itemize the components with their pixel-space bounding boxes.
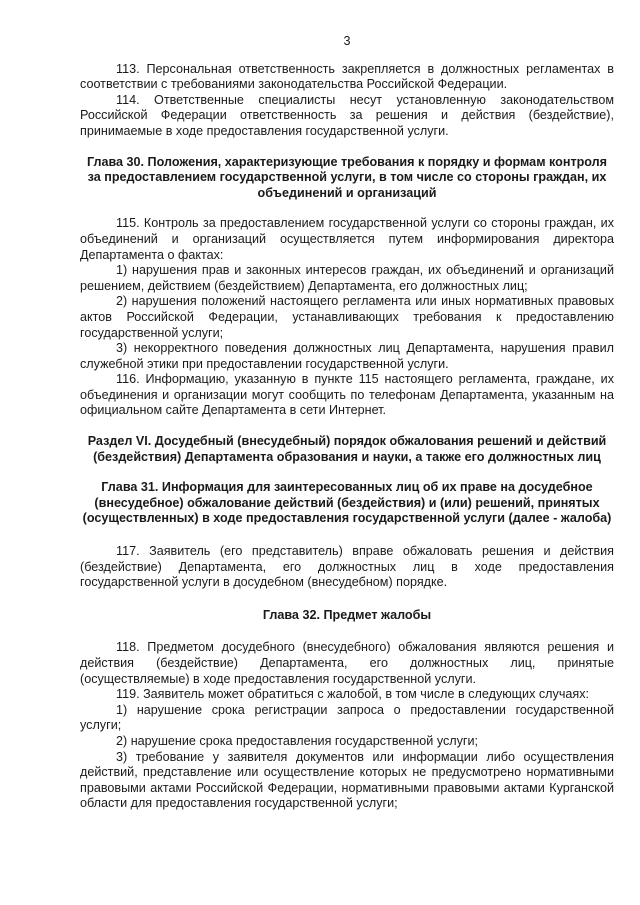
paragraph-119-item-1: 1) нарушение срока регистрации запроса о предоставлении государственной услуги; [80,702,614,733]
paragraph-113: 113. Персональная ответственность закрепляется в должностных регламентах в соответствии с требованиями законодательства Российской Федерации. [80,61,614,92]
chapter-32-heading: Глава 32. Предмет жалобы [262,607,432,622]
page-number: 3 [343,34,351,48]
paragraph-117: 117. Заявитель (его представитель) вправе обжаловать решения и действия (бездействие) Департамента, его должностных лиц в ходе предоставления государственной услуги в досудебном (внесудебном) порядке. [80,544,614,590]
paragraph-115: 115. Контроль за предоставлением государственной услуги со стороны граждан, их объединений и организаций осуществляется путем информирования директора Департамента о фактах: [80,216,614,262]
chapter-30-heading: Глава 30. Положения, характеризующие требования к порядку и формам контроля за предоставлением государственной услуги, в том числе со стороны граждан, их объединений и организаций [86,154,608,200]
section-6-heading: Раздел VI. Досудебный (внесудебный) порядок обжалования решений и действий (бездействия) Департамента образования и науки, а также его должностных лиц [87,434,607,464]
chapter-31-heading: Глава 31. Информация для заинтересованных лиц об их праве на досудебное (внесудебное) обжалование действий (бездействия) и (или) решений, принятых (осуществленных) в ходе предоставления государственной услуги (далее - жалоба) [82,480,612,526]
paragraph-115-item-1: 1) нарушения прав и законных интересов граждан, их объединений и организаций решением, действием (бездействием) Департамента, его должностных лиц; [80,263,614,293]
paragraph-115-item-2: 2) нарушения положений настоящего регламента или иных нормативных правовых актов Российской Федерации, устанавливающих требования к предоставлению государственной услуги; [80,294,614,340]
paragraph-114: 114. Ответственные специалисты несут установленную законодательством Российской Федерации ответственность за решения и действия (бездействие), принимаемые в ходе предоставления государственной услуги. [80,92,614,138]
paragraph-115-item-3: 3) некорректного поведения должностных лиц Департамента, нарушения правил служебной этики при предоставлении государственной услуги. [80,341,614,371]
paragraph-119-item-3: 3) требование у заявителя документов или информации либо осуществления действий, представление или осуществление которых не предусмотрено нормативными правовыми актами Российской Федерации, нормативными правовыми актами Курганской области для предоставления государственной услуги; [80,749,614,811]
paragraph-119: 119. Заявитель может обратиться с жалобой, в том числе в следующих случаях: [116,687,590,702]
paragraph-118: 118. Предметом досудебного (внесудебного) обжалования являются решения и действия (бездействие) Департамента, его должностных лиц, принятые (осуществляемые) в ходе предоставления государственной услуги. [80,640,614,686]
paragraph-119-item-2: 2) нарушение срока предоставления государственной услуги; [116,733,479,748]
paragraph-116: 116. Информацию, указанную в пункте 115 настоящего регламента, граждане, их объединения и организации могут сообщить по телефонам Департамента, указанным на официальном сайте Департамента в сети Интернет. [80,372,614,418]
